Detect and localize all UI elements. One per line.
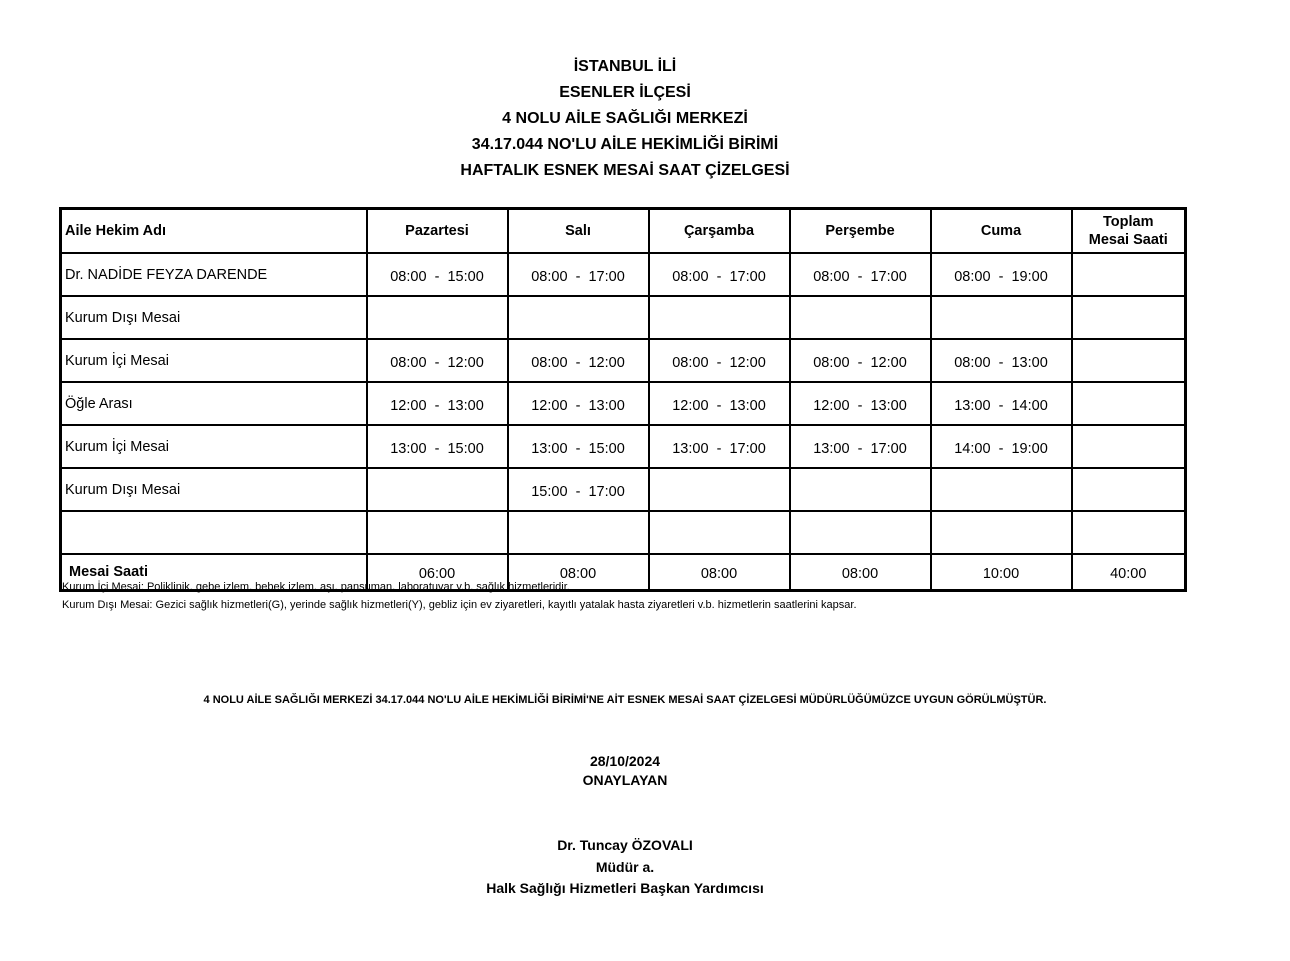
row-total (1072, 425, 1186, 468)
time-cell (508, 382, 649, 425)
time-cell (649, 253, 790, 296)
approval-block (0, 752, 1250, 790)
header-total-line2: Mesai Saati (1088, 232, 1168, 248)
table-row (61, 468, 1186, 511)
time-separator: - (849, 268, 871, 285)
approval-label: ONAYLAYAN (582, 772, 668, 788)
table-row (61, 253, 1186, 296)
title-schedule: HAFTALIK ESNEK MESAİ SAAT ÇİZELGESİ (460, 162, 790, 179)
approval-statement: 4 NOLU AİLE SAĞLIĞI MERKEZİ 34.17.044 NO'LU AİLE HEKİMLİĞİ BİRİMİ'NE AİT ESNEK MESAİ SAAT ÇİZELGESİ MÜDÜRLÜĞÜMÜZCE UYGUN GÖRÜLMÜŞTÜR. (203, 694, 1047, 706)
signer-title: Halk Sağlığı Hizmetleri Başkan Yardımcısı (486, 880, 764, 896)
row-total (1072, 511, 1186, 554)
time-start: 15:00 (531, 483, 568, 500)
document-title (0, 54, 1250, 184)
time-separator: - (567, 354, 589, 371)
time-cell (790, 296, 931, 339)
time-cell (790, 382, 931, 425)
time-cell (649, 382, 790, 425)
time-cell (367, 296, 508, 339)
time-start: 08:00 (672, 354, 709, 371)
header-day: Perşembe (790, 209, 931, 254)
time-start: 12:00 (390, 397, 427, 414)
summary-value: 10:00 (931, 554, 1072, 591)
time-cell (367, 339, 508, 382)
time-end: 12:00 (729, 354, 766, 371)
time-end: 13:00 (870, 397, 907, 414)
row-label: Kurum Dışı Mesai (61, 468, 367, 511)
summary-value: 08:00 (790, 554, 931, 591)
header-day: Cuma (931, 209, 1072, 254)
table-row (61, 511, 1186, 554)
time-start: 13:00 (954, 397, 991, 414)
time-start: 08:00 (531, 268, 568, 285)
time-cell (649, 468, 790, 511)
table-row (61, 425, 1186, 468)
row-total (1072, 253, 1186, 296)
time-end: 13:00 (447, 397, 484, 414)
summary-label: Mesai Saati (61, 554, 367, 591)
time-end: 12:00 (870, 354, 907, 371)
time-end: 13:00 (588, 397, 625, 414)
row-label (61, 511, 367, 554)
title-district: ESENLER İLÇESİ (559, 84, 691, 101)
time-separator: - (567, 483, 589, 500)
header-total (1072, 209, 1186, 254)
time-separator: - (426, 397, 448, 414)
title-unit: 34.17.044 NO'LU AİLE HEKİMLİĞİ BİRİMİ (471, 136, 779, 153)
time-cell (790, 253, 931, 296)
time-end: 19:00 (1011, 440, 1048, 457)
time-start: 08:00 (813, 354, 850, 371)
time-cell (508, 296, 649, 339)
time-end: 17:00 (588, 483, 625, 500)
title-health-center: 4 NOLU AİLE SAĞLIĞI MERKEZİ (502, 110, 748, 127)
time-end: 17:00 (588, 268, 625, 285)
table-row (61, 339, 1186, 382)
summary-value: 06:00 (367, 554, 508, 591)
row-label: Dr. NADİDE FEYZA DARENDE (61, 253, 367, 296)
row-total (1072, 382, 1186, 425)
time-separator: - (426, 440, 448, 457)
time-end: 12:00 (447, 354, 484, 371)
header-day: Çarşamba (649, 209, 790, 254)
table-header-row (61, 209, 1186, 254)
row-total (1072, 468, 1186, 511)
time-start: 13:00 (813, 440, 850, 457)
time-separator: - (990, 268, 1012, 285)
time-cell (790, 468, 931, 511)
time-start: 08:00 (954, 354, 991, 371)
signer-role: Müdür a. (595, 858, 655, 875)
signer-block (0, 835, 1250, 900)
time-end: 14:00 (1011, 397, 1048, 414)
time-cell (508, 339, 649, 382)
signer-name: Dr. Tuncay ÖZOVALI (557, 837, 693, 853)
time-separator: - (990, 354, 1012, 371)
time-cell (931, 339, 1072, 382)
time-cell (649, 296, 790, 339)
time-cell (931, 382, 1072, 425)
time-cell (931, 253, 1072, 296)
time-cell (367, 382, 508, 425)
table-row (61, 296, 1186, 339)
time-separator: - (708, 397, 730, 414)
time-start: 08:00 (390, 354, 427, 371)
time-cell (649, 425, 790, 468)
time-end: 19:00 (1011, 268, 1048, 285)
time-start: 08:00 (813, 268, 850, 285)
time-cell (367, 511, 508, 554)
time-end: 17:00 (870, 268, 907, 285)
time-separator: - (708, 354, 730, 371)
time-start: 13:00 (672, 440, 709, 457)
time-start: 14:00 (954, 440, 991, 457)
time-cell (367, 253, 508, 296)
time-separator: - (567, 397, 589, 414)
time-separator: - (849, 440, 871, 457)
time-end: 17:00 (729, 440, 766, 457)
time-start: 13:00 (390, 440, 427, 457)
time-cell (931, 425, 1072, 468)
summary-value: 08:00 (649, 554, 790, 591)
time-cell (508, 425, 649, 468)
time-start: 12:00 (672, 397, 709, 414)
time-separator: - (426, 268, 448, 285)
time-cell (931, 468, 1072, 511)
note-internal: Kurum İçi Mesai: Poliklinik, gebe izlem, bebek izlem, aşı, pansuman, laboratuvar v.b. sağlık hizmetleridir. (62, 581, 570, 593)
schedule-table (59, 207, 1187, 592)
title-province: İSTANBUL İLİ (573, 58, 677, 75)
summary-value: 08:00 (508, 554, 649, 591)
time-start: 12:00 (813, 397, 850, 414)
time-separator: - (567, 268, 589, 285)
row-label: Kurum İçi Mesai (61, 339, 367, 382)
time-end: 17:00 (729, 268, 766, 285)
time-cell (367, 468, 508, 511)
time-cell (508, 253, 649, 296)
time-end: 15:00 (447, 268, 484, 285)
time-start: 13:00 (531, 440, 568, 457)
time-separator: - (849, 354, 871, 371)
approval-date: 28/10/2024 (589, 753, 661, 769)
time-start: 08:00 (390, 268, 427, 285)
row-total (1072, 296, 1186, 339)
time-cell (790, 339, 931, 382)
time-end: 15:00 (447, 440, 484, 457)
time-cell (931, 511, 1072, 554)
time-end: 17:00 (870, 440, 907, 457)
summary-total: 40:00 (1072, 554, 1186, 591)
time-separator: - (567, 440, 589, 457)
row-total (1072, 339, 1186, 382)
row-label: Öğle Arası (61, 382, 367, 425)
time-start: 08:00 (672, 268, 709, 285)
time-separator: - (849, 397, 871, 414)
header-day: Salı (508, 209, 649, 254)
row-label: Kurum İçi Mesai (61, 425, 367, 468)
time-separator: - (708, 268, 730, 285)
time-start: 08:00 (954, 268, 991, 285)
time-end: 13:00 (1011, 354, 1048, 371)
time-separator: - (426, 354, 448, 371)
notes (62, 578, 857, 614)
header-total-line1: Toplam (1103, 214, 1154, 230)
time-separator: - (990, 397, 1012, 414)
table-row (61, 382, 1186, 425)
time-cell (931, 296, 1072, 339)
header-name: Aile Hekim Adı (61, 209, 367, 254)
time-cell (649, 511, 790, 554)
time-start: 08:00 (531, 354, 568, 371)
time-separator: - (990, 440, 1012, 457)
time-end: 13:00 (729, 397, 766, 414)
header-day: Pazartesi (367, 209, 508, 254)
time-cell (508, 511, 649, 554)
time-separator: - (708, 440, 730, 457)
time-cell (367, 425, 508, 468)
time-cell (790, 511, 931, 554)
time-cell (508, 468, 649, 511)
time-cell (649, 339, 790, 382)
note-external: Kurum Dışı Mesai: Gezici sağlık hizmetleri(G), yerinde sağlık hizmetleri(Y), gebliz için ev ziyaretleri, kayıtlı yatalak hasta ziyaretleri v.b. hizmetlerin saatlerini kapsar. (62, 599, 857, 611)
time-end: 12:00 (588, 354, 625, 371)
time-start: 12:00 (531, 397, 568, 414)
time-cell (790, 425, 931, 468)
time-end: 15:00 (588, 440, 625, 457)
row-label: Kurum Dışı Mesai (61, 296, 367, 339)
